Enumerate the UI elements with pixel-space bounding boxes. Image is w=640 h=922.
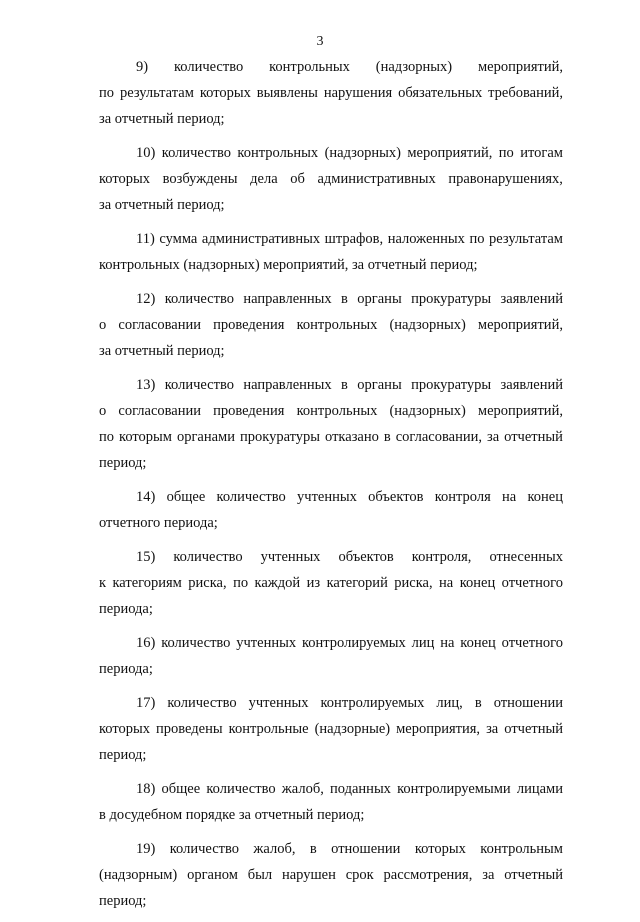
text-line: отчетного периода;: [99, 515, 218, 531]
word: за: [486, 429, 500, 445]
word: рассмотрения,: [383, 867, 473, 883]
word: объектов: [338, 549, 394, 565]
word: количество: [173, 59, 244, 75]
word: органы: [357, 291, 402, 307]
word: к: [99, 575, 107, 591]
word: контрольных: [296, 317, 378, 333]
word: количество: [161, 635, 231, 651]
word: отношении: [331, 841, 401, 857]
word: проведения: [213, 317, 285, 333]
paragraph-item: [99, 484, 563, 536]
word: в: [383, 429, 391, 445]
word: направленных: [243, 377, 332, 393]
word: на: [439, 575, 454, 591]
word: по: [233, 575, 249, 591]
word: согласовании: [118, 317, 202, 333]
text-line: контрольных (надзорных) мероприятий, за отчетный период;: [99, 257, 478, 273]
word: отказано: [325, 429, 379, 445]
paragraph-item: [99, 690, 563, 768]
word: количество: [206, 781, 276, 797]
word: риска,: [394, 575, 433, 591]
word: по: [99, 85, 115, 101]
paragraph-item: [99, 140, 563, 218]
word: риска,: [188, 575, 227, 591]
word: (надзорных): [375, 59, 453, 75]
text-line: [99, 836, 563, 862]
word: контрольным: [480, 841, 563, 857]
word: прокуратуры: [411, 291, 492, 307]
text-line: [99, 690, 563, 716]
word: конец: [527, 489, 563, 505]
text-line: [99, 544, 563, 570]
word: заявлений: [500, 377, 563, 393]
word: на: [440, 635, 455, 651]
text-line: [99, 312, 563, 338]
word: мероприятий,: [477, 403, 563, 419]
word: которым: [119, 429, 172, 445]
text-line: [99, 54, 563, 80]
word: (надзорных): [324, 145, 401, 161]
word: количество: [216, 489, 286, 505]
word: в: [309, 841, 317, 857]
word: (надзорных): [389, 317, 466, 333]
paragraph-item: [99, 544, 563, 622]
word: направленных: [243, 291, 332, 307]
word: заявлений: [500, 291, 563, 307]
document-body: [99, 54, 563, 922]
word: правонарушениях,: [448, 171, 563, 187]
word: контроля: [434, 489, 491, 505]
word: итогам: [520, 145, 563, 161]
text-line: [99, 286, 563, 312]
text-line: [99, 140, 563, 166]
text-line: период;: [99, 893, 147, 909]
word: административных: [201, 231, 321, 247]
text-line: за отчетный период;: [99, 111, 225, 127]
word: по: [498, 145, 514, 161]
text-line: [99, 630, 563, 656]
paragraph-item: [99, 836, 563, 914]
word: в: [474, 695, 482, 711]
text-line: [99, 424, 563, 450]
text-line: [99, 226, 563, 252]
word: количество: [164, 291, 234, 307]
word: наложенных: [387, 231, 465, 247]
word: по: [99, 429, 115, 445]
text-line: в досудебном порядке за отчетный период;: [99, 807, 365, 823]
paragraph-item: [99, 776, 563, 828]
word: жалоб,: [281, 781, 324, 797]
word: требований,: [488, 85, 563, 101]
word: органы: [357, 377, 402, 393]
word: отнесенных: [489, 549, 563, 565]
word: количество: [164, 377, 234, 393]
word: контролируемых: [320, 695, 425, 711]
word: обязательных: [398, 85, 483, 101]
word: (надзорных): [389, 403, 466, 419]
word: конец: [459, 575, 496, 591]
word: которых: [99, 171, 151, 187]
word: (надзорным): [99, 867, 178, 883]
word: количество: [161, 145, 231, 161]
word: 19): [136, 841, 156, 857]
word: результатам: [119, 85, 194, 101]
word: из: [306, 575, 321, 591]
word: за: [486, 721, 499, 737]
paragraph-item: [99, 54, 563, 132]
word: нарушен: [281, 867, 336, 883]
word: мероприятий,: [477, 59, 563, 75]
word: контрольных: [296, 403, 378, 419]
text-line: период;: [99, 747, 147, 763]
word: отчетный: [504, 721, 563, 737]
word: поданных: [330, 781, 391, 797]
paragraph-item: [99, 630, 563, 682]
word: нарушения: [323, 85, 393, 101]
paragraph-item: [99, 226, 563, 278]
word: прокуратуры: [239, 429, 321, 445]
word: штрафов,: [324, 231, 384, 247]
word: объектов: [368, 489, 424, 505]
word: за: [482, 867, 495, 883]
word: 18): [136, 781, 156, 797]
word: выявлены: [256, 85, 318, 101]
word: дела: [250, 171, 278, 187]
text-line: [99, 398, 563, 424]
word: 10): [136, 145, 156, 161]
word: в: [341, 377, 348, 393]
word: отношении: [493, 695, 563, 711]
word: был: [247, 867, 273, 883]
word: 13): [136, 377, 156, 393]
word: 14): [136, 489, 156, 505]
word: отчетный: [504, 429, 563, 445]
word: контролируемых: [301, 635, 406, 651]
word: контрольных: [269, 59, 350, 75]
word: отчетного: [501, 575, 563, 591]
word: жалоб,: [253, 841, 296, 857]
word: каждой: [254, 575, 301, 591]
text-line: [99, 166, 563, 192]
text-line: [99, 484, 563, 510]
word: результатам: [489, 231, 563, 247]
word: (надзорные): [314, 721, 391, 737]
word: срок: [345, 867, 374, 883]
word: учтенных: [297, 489, 357, 505]
word: контролируемыми: [397, 781, 511, 797]
word: 17): [136, 695, 156, 711]
text-line: за отчетный период;: [99, 197, 225, 213]
paragraph-item: [99, 372, 563, 476]
word: 9): [136, 59, 149, 75]
page-number: 3: [316, 34, 324, 49]
word: конец: [460, 635, 496, 651]
word: 12): [136, 291, 156, 307]
word: лиц: [411, 635, 435, 651]
text-line: период;: [99, 455, 147, 471]
text-line: [99, 776, 563, 802]
word: общее: [166, 489, 206, 505]
word: которых: [99, 721, 151, 737]
word: органами: [176, 429, 235, 445]
word: согласовании: [118, 403, 202, 419]
word: лицами: [516, 781, 563, 797]
text-line: периода;: [99, 601, 153, 617]
text-line: [99, 80, 563, 106]
word: количество: [169, 841, 239, 857]
text-line: [99, 570, 563, 596]
word: контрольных: [237, 145, 319, 161]
word: категорий: [326, 575, 388, 591]
word: об: [290, 171, 305, 187]
word: проведения: [213, 403, 285, 419]
word: лиц,: [436, 695, 463, 711]
text-line: [99, 372, 563, 398]
word: которых: [414, 841, 466, 857]
text-line: периода;: [99, 661, 153, 677]
word: мероприятий,: [407, 145, 493, 161]
word: учтенных: [260, 549, 321, 565]
word: контроля,: [411, 549, 472, 565]
word: 15): [136, 549, 156, 565]
word: 11): [136, 231, 155, 247]
word: количество: [167, 695, 237, 711]
word: контрольные: [228, 721, 309, 737]
word: на: [502, 489, 517, 505]
word: категориям: [112, 575, 182, 591]
word: 16): [136, 635, 156, 651]
word: учтенных: [248, 695, 309, 711]
word: мероприятий,: [477, 317, 563, 333]
word: количество: [173, 549, 243, 565]
text-line: [99, 716, 563, 742]
word: отчетного: [501, 635, 563, 651]
text-line: [99, 862, 563, 888]
word: прокуратуры: [411, 377, 492, 393]
word: мероприятия,: [396, 721, 481, 737]
word: сумма: [159, 231, 198, 247]
paragraph-item: [99, 286, 563, 364]
word: административных: [317, 171, 436, 187]
word: о: [99, 317, 107, 333]
word: о: [99, 403, 107, 419]
word: возбуждены: [162, 171, 238, 187]
word: отчетный: [504, 867, 563, 883]
word: по: [469, 231, 485, 247]
text-line: за отчетный период;: [99, 343, 225, 359]
word: которых: [199, 85, 251, 101]
word: проведены: [156, 721, 223, 737]
word: органом: [187, 867, 238, 883]
word: учтенных: [236, 635, 297, 651]
word: общее: [161, 781, 201, 797]
word: в: [341, 291, 348, 307]
word: согласовании,: [395, 429, 482, 445]
